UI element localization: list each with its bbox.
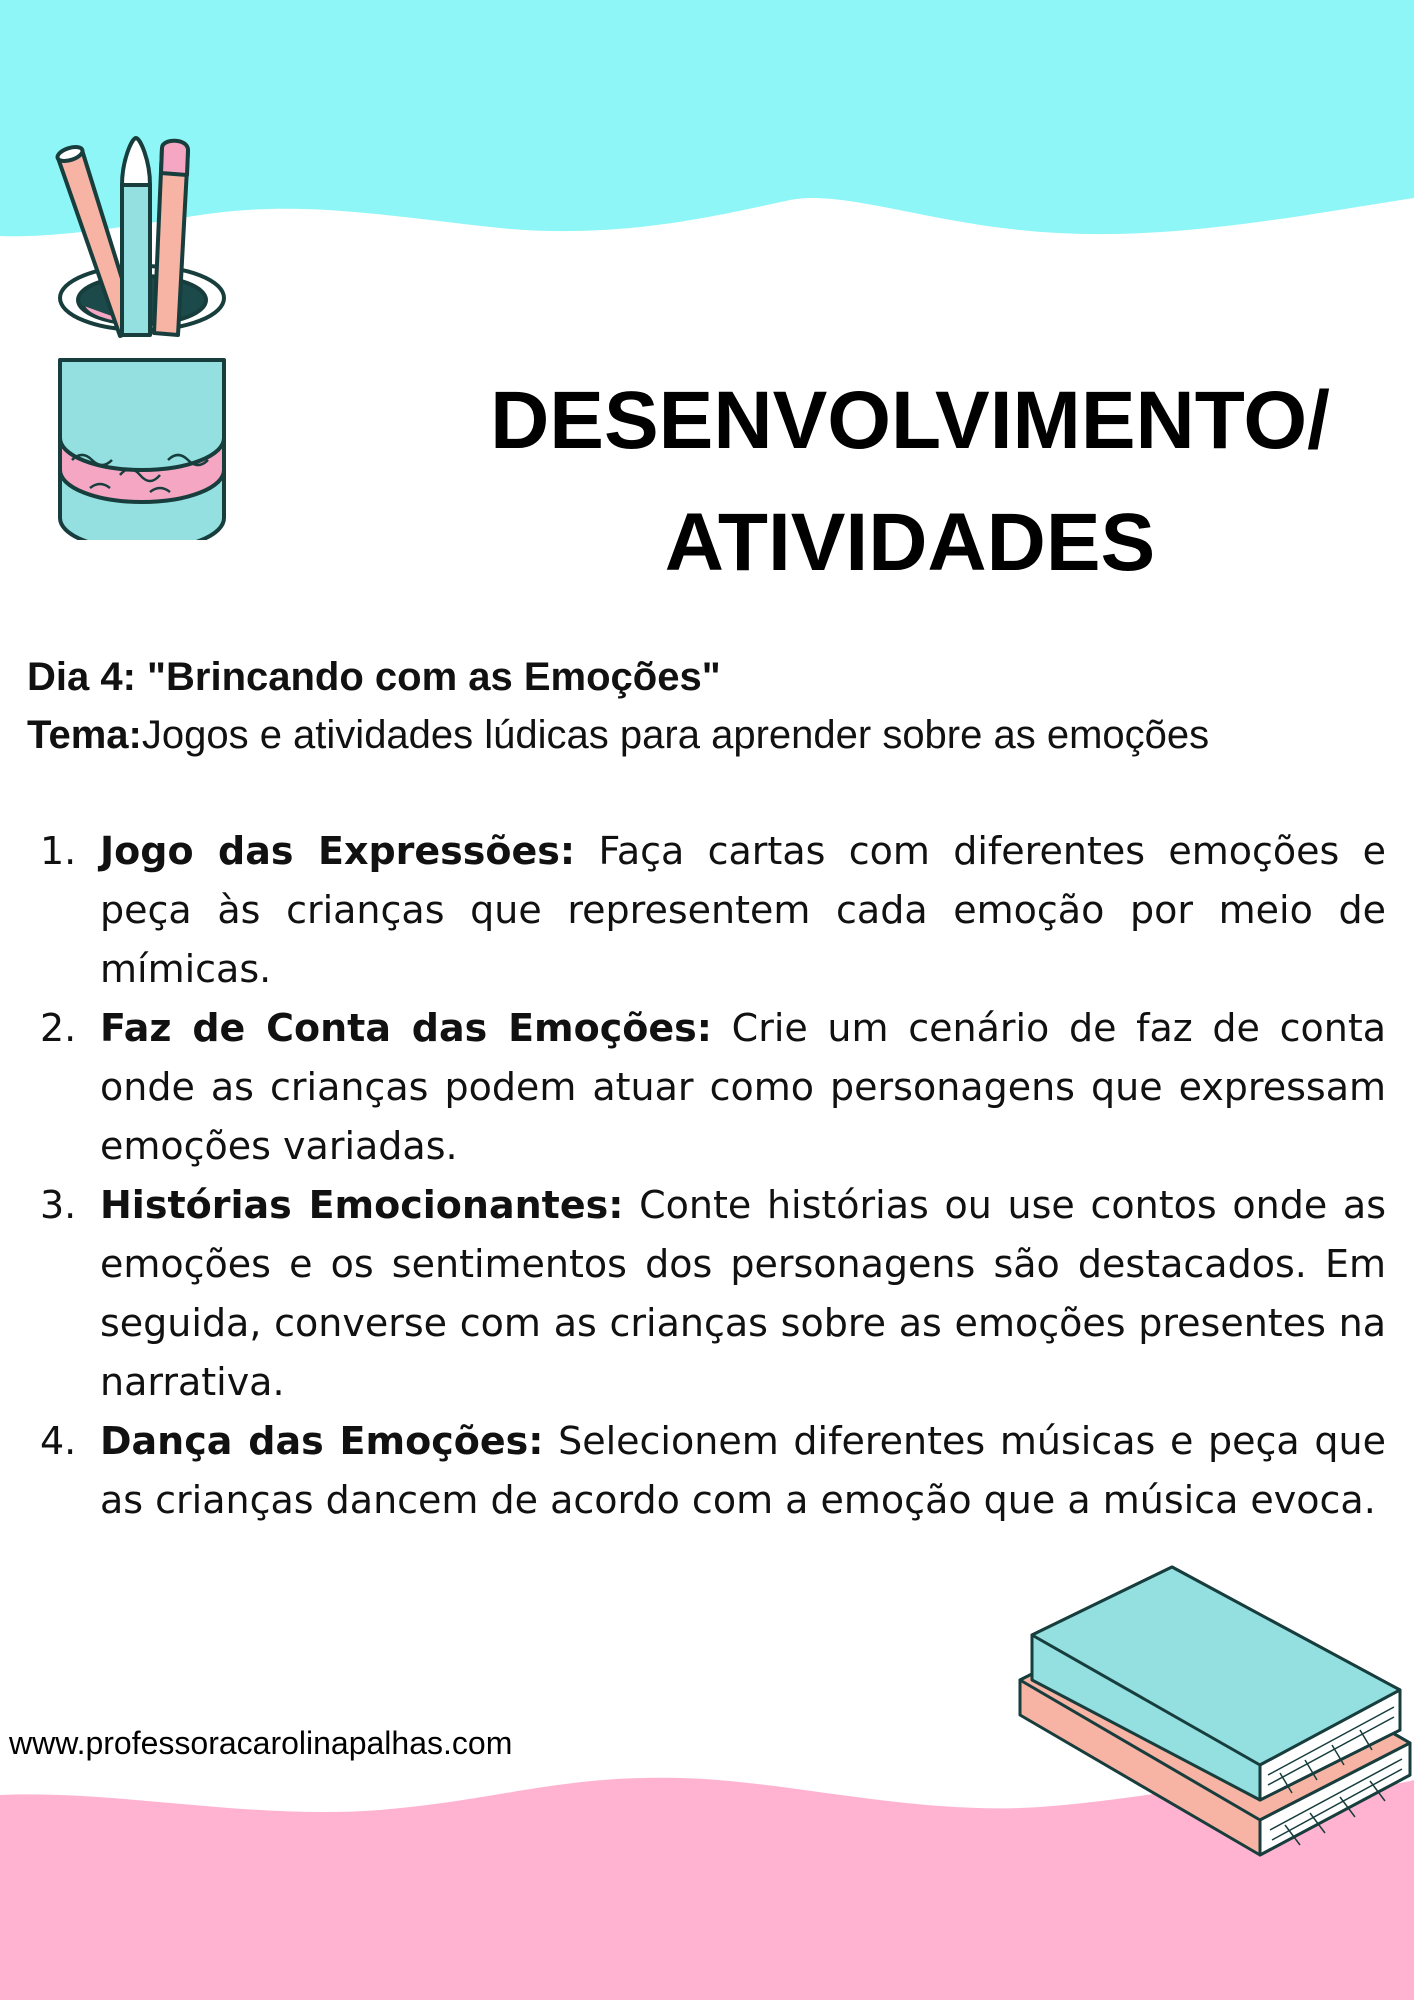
item-heading: Histórias Emocionantes: (100, 1183, 624, 1227)
item-number: 3. (40, 1183, 77, 1227)
item-number: 1. (40, 829, 77, 873)
page-title (420, 360, 1400, 604)
day-heading: Dia 4: "Brincando com as Emoções" (27, 655, 721, 699)
title-line-2: ATIVIDADES (664, 497, 1156, 588)
theme-text: Jogos e atividades lúdicas para aprender sobre as emoções (141, 713, 1210, 757)
intro-block (27, 648, 1387, 764)
item-text: Selecionem diferentes músicas e peça que as crianças dancem de acordo com a emoção que a música evoca. (100, 1419, 1386, 1522)
website-url: www.professoracarolinapalhas.com (9, 1725, 513, 1761)
item-heading: Faz de Conta das Emoções: (100, 1006, 712, 1050)
title-line-1: DESENVOLVIMENTO/ (490, 375, 1330, 466)
list-item (40, 999, 1386, 1176)
theme-line (27, 706, 1387, 764)
item-text: Crie um cenário de faz de conta onde as crianças podem atuar como personagens que expressam emoções variadas. (100, 1006, 1387, 1168)
list-item (40, 1176, 1386, 1412)
item-text: Conte histórias ou use contos onde as emoções e os sentimentos dos personagens são destacados. Em seguida, converse com as crianças sobre as emoções presentes na narrativa. (100, 1183, 1387, 1404)
item-number: 2. (40, 1006, 77, 1050)
item-number: 4. (40, 1419, 77, 1463)
list-item (40, 822, 1386, 999)
activity-list (40, 822, 1386, 1530)
books-stack-icon (1010, 1545, 1414, 1870)
item-text: Faça cartas com diferentes emoções e peça às crianças que representem cada emoção por meio de mímicas. (100, 829, 1387, 991)
item-heading: Jogo das Expressões: (100, 829, 576, 873)
item-heading: Dança das Emoções: (100, 1419, 544, 1463)
theme-label: Tema: (27, 713, 142, 757)
list-item (40, 1412, 1386, 1530)
pencil-cup-icon (50, 130, 240, 540)
